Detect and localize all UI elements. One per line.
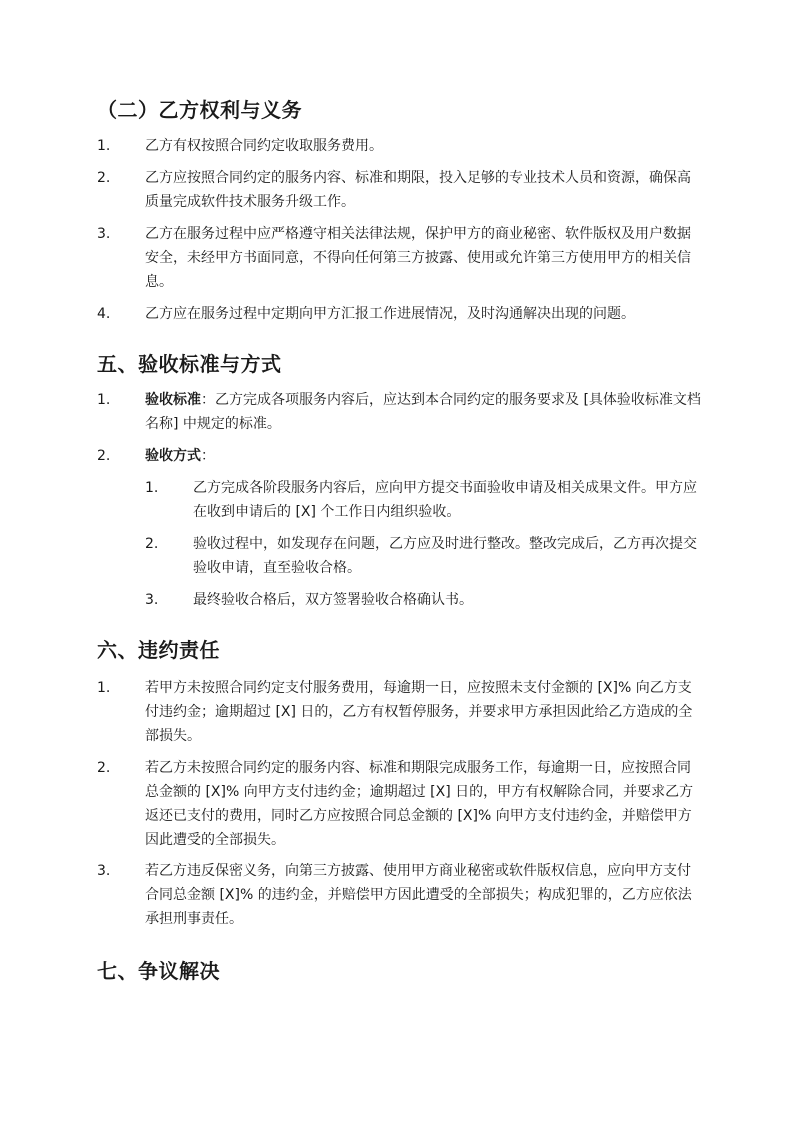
- list-text: 若甲方未按照合同约定支付服务费用，每逾期一日，应按照未支付金额的 [X]% 向乙方支付违约金；逾期超过 [X] 日的，乙方有权暂停服务，并要求甲方承担因此给乙方造成的全部损失。: [145, 680, 693, 744]
- list-text: 乙方应在服务过程中定期向甲方汇报工作进展情况，及时沟通解决出现的问题。: [145, 306, 635, 322]
- list-text: 乙方在服务过程中应严格遵守相关法律法规，保护甲方的商业秘密、软件版权及用户数据安全，未经甲方书面同意，不得向任何第三方披露、使用或允许第三方使用甲方的相关信息。: [145, 226, 691, 290]
- list-item: [97, 859, 701, 931]
- section-heading-party-b-rights: （二）乙方权利与义务: [97, 98, 302, 122]
- list-item: [97, 222, 701, 294]
- section-heading-dispute: 七、争议解决: [97, 959, 220, 983]
- list-number: 3.: [145, 592, 159, 608]
- list-body: ：乙方完成各项服务内容后，应达到本合同约定的服务要求及 [具体验收标准文档名称] 中规定的标准。: [145, 392, 701, 432]
- list-text: 若乙方违反保密义务，向第三方披露、使用甲方商业秘密或软件版权信息，应向甲方支付合同总金额 [X]% 的违约金，并赔偿甲方因此遭受的全部损失；构成犯罪的，乙方应依法承担刑事责任。: [145, 863, 692, 927]
- list-number: 4.: [97, 306, 111, 322]
- list-text: [145, 388, 701, 436]
- list-label: 验收方式: [145, 448, 201, 464]
- list-text: 若乙方未按照合同约定的服务内容、标准和期限完成服务工作，每逾期一日，应按照合同总金额的 [X]% 向甲方支付违约金；逾期超过 [X] 日的，甲方有权解除合同，并要求乙方返还已支付的费用，同时乙方应按照合同总金额的 [X]% 向甲方支付违约金，并赔偿甲方因此遭受的全部损失。: [145, 760, 694, 848]
- list-item: [97, 388, 701, 436]
- sub-list-item: [145, 588, 701, 612]
- list-body: ：: [201, 448, 215, 464]
- sub-list-item: [145, 476, 701, 524]
- list-number: 2.: [97, 170, 111, 186]
- list-number: 1.: [97, 138, 111, 154]
- list-number: 3.: [97, 863, 111, 879]
- list-text: 乙方完成各阶段服务内容后，应向甲方提交书面验收申请及相关成果文件。甲方应在收到申请后的 [X] 个工作日内组织验收。: [193, 480, 697, 520]
- section-heading-acceptance: 五、验收标准与方式: [97, 352, 282, 376]
- list-text: 最终验收合格后，双方签署验收合格确认书。: [193, 592, 473, 608]
- list-text: 乙方有权按照合同约定收取服务费用。: [145, 138, 383, 154]
- list-text: 乙方应按照合同约定的服务内容、标准和期限，投入足够的专业技术人员和资源，确保高质量完成软件技术服务升级工作。: [145, 170, 691, 210]
- list-label: 验收标准: [145, 392, 201, 408]
- list-item: [97, 134, 701, 158]
- list-number: 1.: [145, 480, 159, 496]
- section-heading-liability: 六、违约责任: [97, 638, 220, 662]
- list-text: 验收过程中，如发现存在问题，乙方应及时进行整改。整改完成后，乙方再次提交验收申请，直至验收合格。: [193, 536, 697, 576]
- list-number: 1.: [97, 392, 111, 408]
- list-text: [145, 444, 701, 468]
- list-number: 3.: [97, 226, 111, 242]
- list-item: [97, 676, 701, 748]
- sub-list-item: [145, 532, 701, 580]
- list-item: [97, 302, 701, 326]
- list-item: [97, 756, 701, 852]
- list-item: [97, 166, 701, 214]
- list-number: 1.: [97, 680, 111, 696]
- list-number: 2.: [145, 536, 159, 552]
- list-number: 2.: [97, 760, 111, 776]
- list-number: 2.: [97, 448, 111, 464]
- list-item: [97, 444, 701, 468]
